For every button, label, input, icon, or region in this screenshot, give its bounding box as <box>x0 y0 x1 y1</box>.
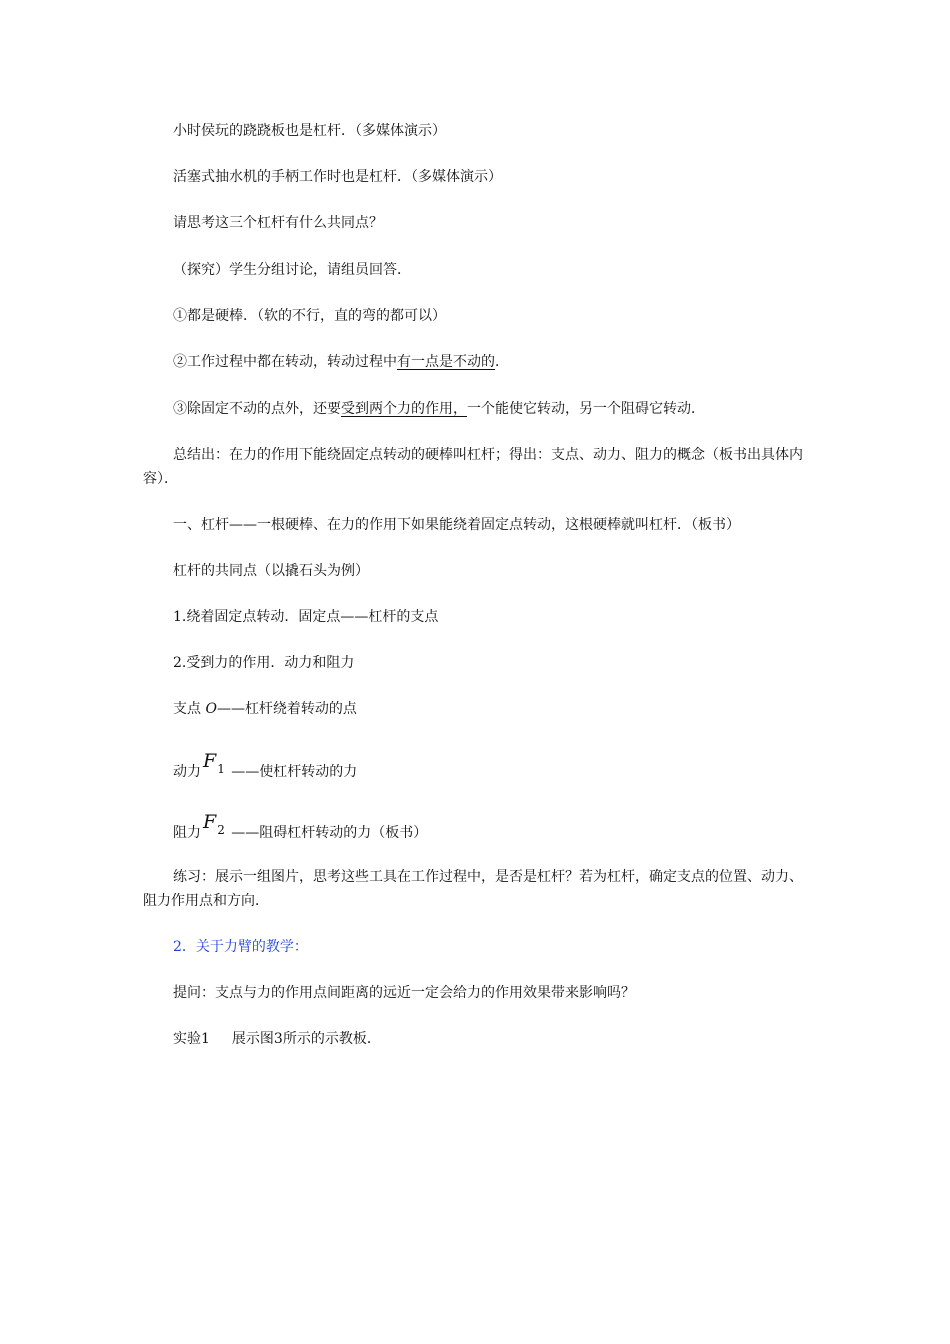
point-3-text: ③除固定不动的点外，还要 <box>173 401 341 417</box>
point-2-end: ． <box>495 354 509 370</box>
paragraph-explore: （探究）学生分组讨论，请组员回答． <box>173 262 411 278</box>
paragraph-item-2: 2.受到力的作用．动力和阻力 <box>173 655 355 671</box>
paragraph-point-2 <box>143 350 815 374</box>
paragraph-resistance-force <box>143 811 815 845</box>
paragraph-point-1: ①都是硬棒．（软的不行，直的弯的都可以） <box>173 308 446 324</box>
paragraph-common-points: 杠杆的共同点（以撬石头为例） <box>173 563 369 579</box>
resistance-subscript: 2 <box>217 823 225 837</box>
experiment-label: 实验1 <box>173 1031 210 1047</box>
resistance-desc: ——阻碍杠杆转动的力（板书） <box>231 825 428 841</box>
paragraph-point-3 <box>143 397 815 421</box>
paragraph-seesaw: 小时侯玩的跷跷板也是杠杆．（多媒体演示） <box>173 123 446 139</box>
fulcrum-label: 支点 <box>173 701 201 717</box>
point-2-text: ②工作过程中都在转动，转动过程中 <box>173 354 397 370</box>
paragraph-exercise: 练习：展示一组图片，思考这些工具在工作过程中，是否是杠杆？若为杠杆，确定支点的位置、动力、阻力作用点和方向． <box>143 869 803 909</box>
resistance-symbol: $F_2$ <box>203 811 225 837</box>
paragraph-pump-handle: 活塞式抽水机的手柄工作时也是杠杆．（多媒体演示） <box>173 169 502 185</box>
paragraph-experiment-1 <box>143 1027 815 1051</box>
resistance-label: 阻力 <box>173 825 201 841</box>
effort-desc: ——使杠杆转动的力 <box>231 764 358 780</box>
paragraph-fulcrum <box>143 697 815 721</box>
section-heading-lever-arm: 2．关于力臂的教学： <box>173 939 308 955</box>
paragraph-question-common: 请思考这三个杠杆有什么共同点？ <box>173 215 383 231</box>
effort-label: 动力 <box>173 764 201 780</box>
point-2-underlined: 有一点是不动的 <box>397 354 495 370</box>
paragraph-lever-definition: 一、杠杆——一根硬棒、在力的作用下如果能绕着固定点转动，这根硬棒就叫杠杆．（板书） <box>173 517 740 533</box>
point-3-underlined: 受到两个力的作用， <box>341 401 467 417</box>
fulcrum-symbol: O <box>205 701 217 717</box>
paragraph-question-distance: 提问：支点与力的作用点间距离的远近一定会给力的作用效果带来影响吗？ <box>173 985 635 1001</box>
effort-subscript: 1 <box>217 762 225 776</box>
point-3-end: 一个能使它转动，另一个阻碍它转动． <box>467 401 705 417</box>
paragraph-effort-force <box>143 750 815 784</box>
effort-symbol: $F_1$ <box>203 750 225 776</box>
paragraph-item-1: 1.绕着固定点转动．固定点——杠杆的支点 <box>173 609 439 625</box>
fulcrum-desc: ——杠杆绕着转动的点 <box>216 701 357 717</box>
paragraph-summary: 总结出：在力的作用下能绕固定点转动的硬棒叫杠杆；得出：支点、动力、阻力的概念（板书出具体内容）． <box>143 447 803 487</box>
experiment-desc: 展示图3所示的示教板． <box>231 1031 381 1047</box>
